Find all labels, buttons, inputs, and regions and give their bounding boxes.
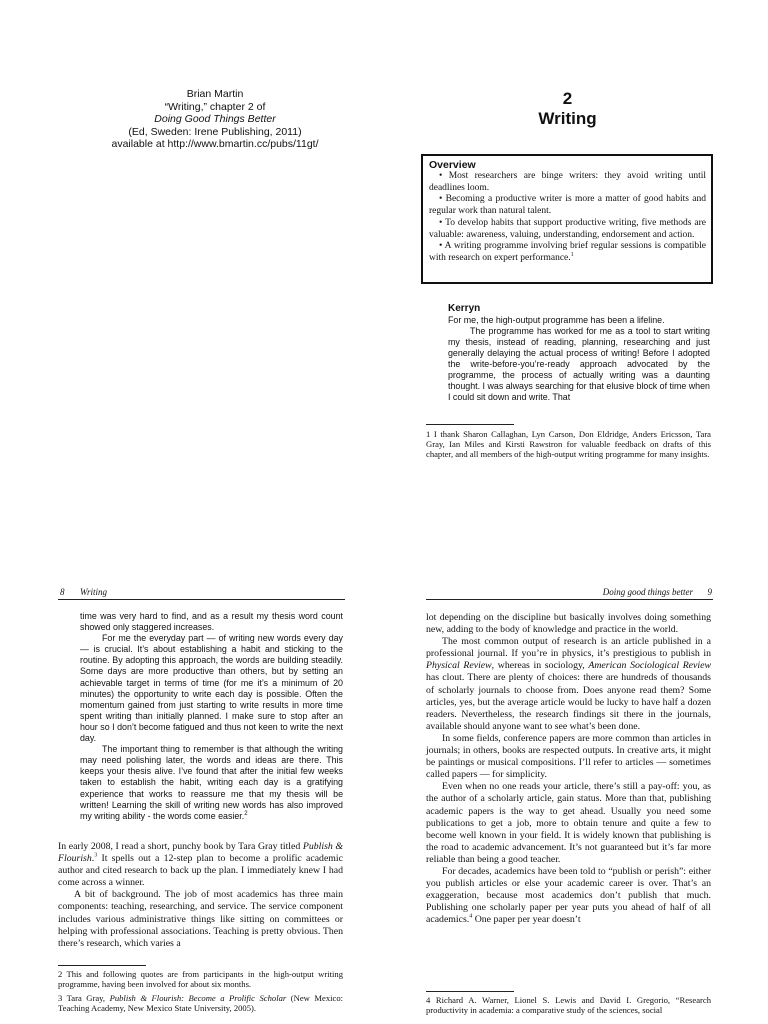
overview-box (421, 154, 713, 284)
kerryn-quote-continued (80, 611, 343, 822)
overview-item-text: • A writing programme involving brief regular sessions is compatible with research on expert performance. (429, 241, 706, 263)
citation-block (100, 88, 330, 151)
footnote-marker: 1 (570, 251, 574, 258)
body-text: For decades, academics have been told to “publish or perish”: either you publish articles or else your academic career is over. That’s an exaggeration, because most academics don’t publish that much. Publishing one scholarly paper per year puts you ahead of half of all academics. (426, 865, 711, 926)
body-text: , whereas in sociology, (491, 660, 589, 672)
quote-paragraph: time was very hard to find, and as a result my thesis word count showed only staggered increases. (80, 611, 343, 633)
header-rule-right (426, 599, 713, 600)
footnote-2: 2 This and following quotes are from participants in the high-output writing programme, having been involved for about six months. (58, 969, 343, 990)
body-paragraph: lot depending on the discipline but basically involves doing something new, adding to the body of knowledge and practice in the world. (426, 612, 711, 636)
book-title: Publish & Flourish (58, 841, 343, 865)
journal-title: Physical Review (426, 660, 492, 672)
body-text: In early 2008, I read a short, punchy book by Tara Gray titled (58, 841, 303, 852)
quote-paragraph: For me the everyday part — of writing new words every day — is crucial. It’s about establishing a habit and sticking to the routine. By adopting this approach, the words are building steadily. Some days are more productive than others, but by setting an achievable target in terms of time (for me it’s a minimum of 20 minutes) the opportunity to write each day is possible. Often the momentum gained from just starting to write results in more time spent writing than initially planned. I make sure to stop after an hour so I don’t become fatigued and thus not keen to write the next day. (80, 633, 343, 744)
footnote-divider (58, 965, 146, 966)
kerryn-quote (448, 303, 710, 403)
quote-text: The important thing to remember is that although the writing may need polishing later, the words and ideas are there. This keeps your thesis alive. I’ve found that after the initial few weeks taken to establish the habit, writing each day is a gratifying experience that works to reassure me that my thesis will be written! Learning the skill of writing new words has also improved my writing ability - the words come easier. (80, 744, 343, 821)
kerryn-paragraph: For me, the high-output programme has been a lifeline. (448, 315, 665, 325)
body-paragraph: A bit of background. The job of most academics has three main components: teaching, researching, and service. The service component includes various administrative things like sitting on committees or helping with professional associations. Teaching is pretty obvious. Then there’s research, which varies a (58, 889, 343, 949)
chapter-number: 2 (562, 89, 573, 108)
running-title-right: Doing good things better (602, 587, 693, 597)
footnote-3 (58, 993, 343, 1013)
overview-heading: Overview (429, 159, 476, 171)
body-text: The most common output of research is an article published in a professional journal. If you’re in physics, it’s prestigious to publish in (426, 636, 711, 660)
chapter-reference: “Writing,” chapter 2 of (164, 100, 266, 113)
running-title-left: Writing (80, 587, 108, 597)
footnote-marker: 3 (94, 852, 98, 859)
body-paragraph (58, 841, 343, 889)
book-title: Publish & Flourish: Become a Prolific Scholar (109, 993, 287, 1003)
author-name: Brian Martin (186, 88, 244, 100)
body-paragraph (426, 866, 711, 926)
header-rule-left (58, 599, 345, 600)
footnote-divider (426, 991, 514, 992)
kerryn-paragraph: The programme has worked for me as a tool to start writing my thesis, instead of reading, planning, researching and just generally delaying the actual process of writing! Before I adopted the write-before-you’re-ready approach advocated by the programme, the process of actually writing was a daunting thought. I was always searching for that elusive block of time when I could sit down and write. That (448, 326, 710, 402)
body-paragraph: In some fields, conference papers are more common than articles in journals; in others, books are respected outputs. In creative arts, it might be paintings or musical compositions. I’ll refer to articles — sometimes called papers — for simplicity. (426, 732, 711, 781)
footnote-divider (426, 424, 514, 425)
overview-item: • Most researchers are binge writers: they avoid writing until deadlines loom. (429, 171, 706, 193)
footnote-marker: 2 (244, 810, 248, 817)
kerryn-heading: Kerryn (448, 303, 481, 314)
body-text: One paper per year doesn’t (472, 914, 581, 926)
body-text: . (91, 853, 95, 865)
body-text: It spells out a 12-step plan to become a prolific academic author and cited research to back up the plan. I immediately knew I had come across a winner. (58, 853, 343, 889)
body-text-right (426, 612, 711, 926)
page-number-left: 8 (60, 587, 65, 597)
footnote-4: 4 Richard A. Warner, Lionel S. Lewis and David I. Gregorio, “Research productivity in academia: a comparative study of the sciences, social (426, 995, 711, 1016)
publisher-line: (Ed, Sweden: Irene Publishing, 2011) (128, 125, 302, 138)
footnote-marker: 4 (469, 914, 473, 921)
footnote-text: 3 Tara Gray, (58, 993, 110, 1003)
page-number-right: 9 (707, 587, 712, 597)
quote-paragraph (80, 744, 343, 822)
source-url: available at http://www.bmartin.cc/pubs/11gt/ (111, 138, 319, 150)
body-text-left (58, 841, 343, 950)
journal-title: American Sociological Review (588, 660, 711, 672)
chapter-title: Writing (538, 109, 597, 128)
book-title: Doing Good Things Better (154, 113, 276, 125)
overview-item: • Becoming a productive writer is more a matter of good habits and regular work than natural talent. (429, 194, 706, 217)
footnote-1: 1 I thank Sharon Callaghan, Lyn Carson, Don Eldridge, Anders Ericsson, Tara Gray, Ian Miles and Kirsti Rawstron for valuable feedback on drafts of this chapter, and all members of the high-output writing programme for many insights. (426, 429, 711, 460)
overview-item: • To develop habits that support productive writing, five methods are valuable: awareness, valuing, understanding, endorsement and action. (429, 217, 706, 240)
body-paragraph (426, 636, 711, 733)
overview-item (429, 241, 706, 264)
body-text: has clout. There are plenty of choices: there are hundreds of thousands of scholarly journals to choose from. Does anyone read them? Some articles, yes, but the average article would be lucky to have half a dozen readers. Nevertheless, the research findings sit there in the journals, available should anyone want to see what’s been done. (426, 672, 711, 732)
footnote-text: (New Mexico: Teaching Academy, New Mexico State University, 2005). (58, 993, 344, 1014)
body-paragraph: Even when no one reads your article, there’s still a pay-off: you, as the author of a scholarly article, gain status. More than that, publishing academic papers is the way to get ahead. Usually you need some publications to get a job, more to obtain tenure and quite a few to become well known in your field. It is widely known that publishing is the road to academic advancement. It’s not guaranteed but it’s far more reliable than being a good teacher. (426, 781, 711, 865)
